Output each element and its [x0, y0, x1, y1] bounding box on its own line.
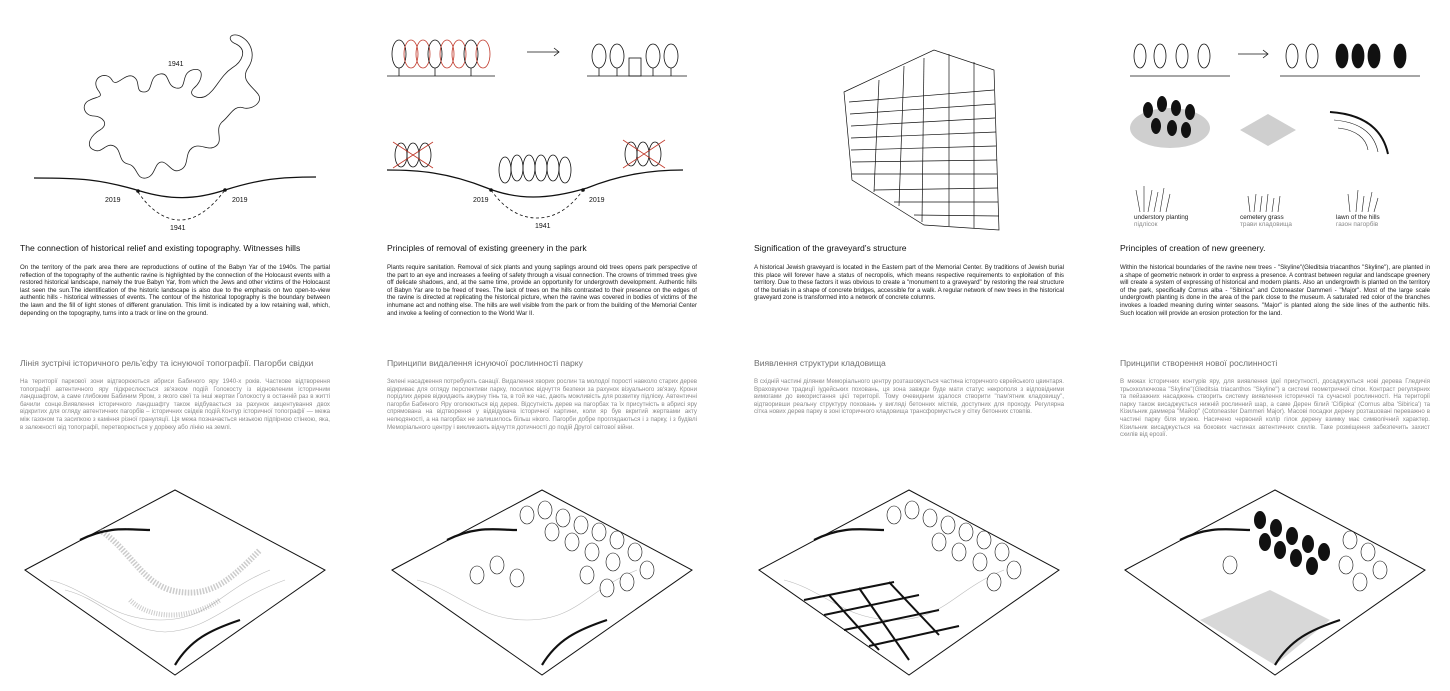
panel-title-en: Principles of creation of new greenery.	[1120, 243, 1266, 253]
tree-row-after	[1280, 44, 1420, 76]
panel-title-en: Signification of the graveyard's structure	[754, 243, 907, 253]
legend-understory: understory planting підлісок	[1134, 214, 1189, 229]
panel-title-ua: Лінія зустрічі історичного рель'єфу та існуючої топографії. Пагорби свідки	[20, 358, 314, 368]
panel-title-ua: Принципи створення нової рослинності	[1120, 358, 1278, 368]
isometric-plan-new-greenery	[1110, 470, 1430, 685]
legend-lawn-hills: lawn of the hills газон пагорбів	[1336, 214, 1380, 229]
relief-section-diagram	[20, 30, 320, 240]
hill-lawn-icon	[1330, 112, 1388, 154]
ravine-outline-1941	[84, 35, 259, 178]
panel-body-en: A historical Jewish graveyard is located in the Eastern part of the Memorial Center. By traditions of Jewish burial this place will forever have a status of necropolis, which means respective requirements to exploitation of this territory. Due to these factors it was obvious to create a "monument to a graveyard" by restoring the real structure of the burials in a shape of concrete bridges, accessible for a walk. A regular network of new trees in the historical graveyard zone is transformed into a network of concrete columns.	[754, 264, 1064, 302]
year-2019-right: 2019	[232, 197, 248, 204]
panel-body-en: On the territory of the park area there are reproductions of outline of the Babyn Yar of the 1940s. The partial reflection of the topography of the authentic ravine is highlighted by the connection of the Holocaust events with a restored historical landscape, namely the true Babyn Yar, from which the Jews and other victims of the Holocaust last seen the sun.The identification of the historic landscape is also due to the emphasis on two open-to-view authentic hills - historical witnesses of events. The contour of the historical topography is the boundary between the lawn and the fill of light stones of different granulation. This limit is indicated by a low retaining wall, which, depending on the topography, turns into a track or line on the ground.	[20, 264, 330, 317]
year-1941-top: 1941	[168, 61, 184, 68]
year-2019-left: 2019	[473, 197, 489, 204]
cleared-trees-row	[587, 44, 687, 76]
panel-title-ua: Принципи видалення існуючої рослинності парку	[387, 358, 583, 368]
legend-cemetery-grass: cemetery grass трави кладовища	[1240, 214, 1292, 229]
panel-title-en: Principles of removal of existing greenery in the park	[387, 243, 587, 253]
tree-row-before	[1130, 44, 1230, 76]
new-greenery-diagram	[1120, 30, 1420, 240]
understory-icon	[1130, 96, 1210, 148]
graveyard-grid-diagram	[754, 30, 1054, 240]
planting-type-icons	[1136, 186, 1378, 212]
crossed-trees-row	[387, 40, 495, 76]
year-1941: 1941	[535, 223, 551, 230]
year-2019-left: 2019	[105, 197, 121, 204]
arrow-right-icon	[527, 48, 559, 56]
panel-title-en: The connection of historical relief and existing topography. Witnesses hills	[20, 243, 301, 253]
panel-removal	[387, 0, 697, 691]
greenery-removal-diagram	[387, 30, 687, 240]
panel-relief	[20, 0, 330, 691]
panel-body-ua: Зелені насадження потребують санації. Видалення хворих рослин та молодої порості навколо старих дерев відкриває для огляду перспективи парку, посилює відчуття безпеки за рахунок візуального зв'язку. Крони порідлих дерев відкидають ажурну тінь та, в той же час, дають можливість для розвитку підліску. Автентичні пагорби Бабиного Яру оголюються від дерев. Відсутність дерев на пагорбах та їх присутність в абрисі яру спрямована на відтворення у відвідувача історичної картини, коли яр був вкритий жертвами акту нелюдяності, а на пагорбах не залишилось більш нікого. Пагорби добре проглядаються і з парку, і з будівлі Меморіального центру і викликають відчуття дотичності до подій Другої світової війни.	[387, 378, 697, 431]
panel-body-ua: В межах історичних контурів яру, для виявлення ідеї присутності, досаджуються нові дерева Гледичія трьохколючкова "Skyline"(Gleditsia triacanthos "Skyline") в системі геометричної сітки. Контраст регулярних та пейзажних насаджень створить систему виявлення історичної та сучасної рослинності. На території парку також висаджується нижній рослинний шар, а саме Дерен білий 'Сібіріка' (Cornus alba 'Sibirica') та Кізильник даммера "Майор" (Cotoneaster Dammeri Major). Масові посадки дерену розташовані переважно в частині парку біля музею. Насичено червоний колір гілок дерену взимку має символічний характер. Кізильник висаджується на бокових частинах автентичних схилів. Таке розміщення забезпечить захист схилів від ерозії.	[1120, 378, 1430, 439]
arrow-right-icon	[1238, 50, 1268, 58]
section-ground-line	[387, 170, 683, 197]
panel-title-ua: Виявлення структури кладовища	[754, 358, 886, 368]
panel-new-greenery	[1120, 0, 1430, 691]
panel-graveyard	[754, 0, 1064, 691]
isometric-plan-trees	[377, 470, 697, 685]
panel-body-ua: В східній частині ділянки Меморіального центру розташовується частина історичного єврейського цвинтаря. Враховуючи традиції іудейських поховань, ця зона завжди буде мати статус некрополя з відповідними вимогами до використання цієї території. Тому очевидним здалося створити "пам'ятник кладовищу", відтворивши реальну структуру поховань у вигляді бетонних містків, доступних для проходу. Регулярна сітка нових дерев парку в зоні історичного кладовища трансформується у сітку бетонних стовпів.	[754, 378, 1064, 416]
panel-body-ua: На території паркової зони відтворюються абриси Бабиного яру 1940-х років. Часткове відтворення топографії автентичного яру підкреслюється зв'язком подій Голокосту із відновленим історичним ландшафтом, а саме глибоким Бабиним Яром, з якого євеї та інші жертви Голокосту в останній раз в житті бачили сонце.Виявлення історичного ландшафту також відбувається за рахунок акцентування двох відкритих для огляду автентичних пагорбів – історичних свідків подій.Контур історичної топографії — межа між газоном та засипкою з каміння різної грануляції. Ця межа позначається низькою підпірною стінкою, яка, в залежності від топографії, перетворюється у доріжку або лінію на землі.	[20, 378, 330, 431]
isometric-plan-relief	[10, 470, 330, 685]
section-ground-line	[34, 177, 316, 198]
cemetery-grid-icon	[1240, 114, 1296, 146]
isometric-plan-graveyard	[744, 470, 1064, 685]
year-2019-right: 2019	[589, 197, 605, 204]
panel-body-en: Within the historical boundaries of the ravine new trees - "Skyline"(Gleditsia triacanthos "Skyline"), are planted in a shape of geometric network in order to express a presence. A contrast between regular and landscape greenery will create a system of expressing of historical and modern plants. Also an undergrowth is planted on the territory of the park, specifically Cornus alba - "Sibirica" and Cotoneaster Dammeri - "Major". Most of the large scale undergrowth planting is done in the area of the park close to the museum. A saturated red color of the branches invokes a loaded meaning during winter seasons. "Major" is planted along the side lines of the authentic hills. Such location will provide an erosion protection for the land.	[1120, 264, 1430, 317]
panel-body-en: Plants require sanitation. Removal of sick plants and young saplings around old trees opens park perspective of the part to an eye and increases a feeling of safety through a visual connection. The crowns of trimmed trees give off delicate shadows, and, at the same time, provide an opportunity for undergrowth development. Authentic hills of Babyn Yar are to be freed of trees. The lack of trees on the hills contrasted to their presence on the edges of the ravine is directed at replicating the historical picture, when the ravine was covered in bodies of victims of the inhumane act and nothing else. The hills are well visible from the park or from the building of the Memorial Center and invoke a feeling of connection to the World War II.	[387, 264, 697, 317]
year-1941-bottom: 1941	[170, 225, 186, 232]
